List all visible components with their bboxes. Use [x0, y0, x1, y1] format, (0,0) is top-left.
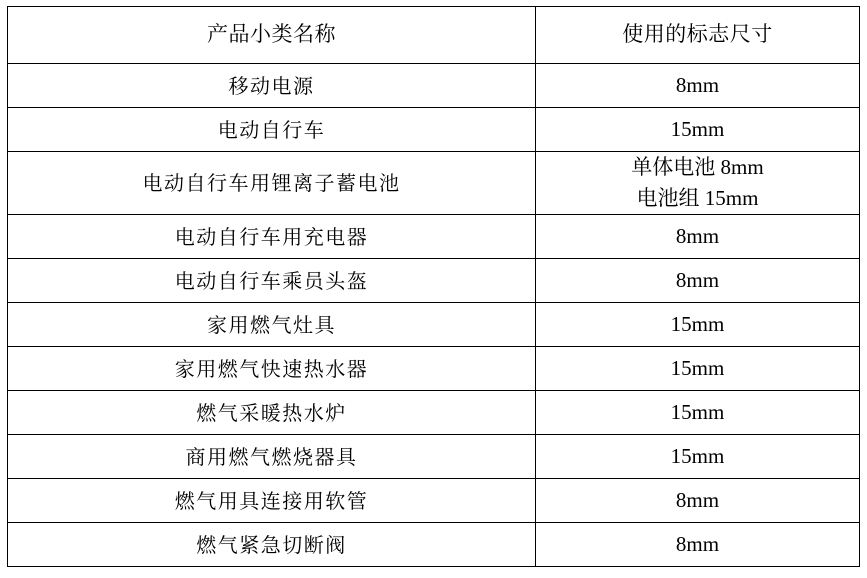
mark-size-line: 电池组 15mm: [636, 186, 759, 210]
header-row: [8, 7, 860, 64]
mark-size-cell: 15mm: [536, 303, 860, 347]
product-name-cell: 燃气采暖热水炉: [8, 391, 536, 435]
mark-size-cell: 15mm: [536, 435, 860, 479]
mark-size-cell: 8mm: [536, 259, 860, 303]
header-mark-size: 使用的标志尺寸: [536, 7, 860, 64]
mark-size-cell: 15mm: [536, 391, 860, 435]
mark-size-line: 单体电池 8mm: [631, 155, 764, 179]
product-name-cell: 电动自行车乘员头盔: [8, 259, 536, 303]
product-name-cell: 电动自行车用锂离子蓄电池: [8, 152, 536, 215]
table-row: [8, 64, 860, 108]
table-row: [8, 108, 860, 152]
product-name-cell: 家用燃气灶具: [8, 303, 536, 347]
mark-size-cell: 8mm: [536, 215, 860, 259]
mark-size-cell: 8mm: [536, 479, 860, 523]
product-name-cell: 商用燃气燃烧器具: [8, 435, 536, 479]
product-name-cell: 电动自行车: [8, 108, 536, 152]
mark-size-cell: [536, 152, 860, 215]
mark-size-cell: 8mm: [536, 523, 860, 567]
product-name-cell: 燃气紧急切断阀: [8, 523, 536, 567]
mark-size-cell: 8mm: [536, 64, 860, 108]
table-row: [8, 523, 860, 567]
header-product-subcategory: 产品小类名称: [8, 7, 536, 64]
product-name-cell: 移动电源: [8, 64, 536, 108]
table-row: [8, 259, 860, 303]
product-name-cell: 电动自行车用充电器: [8, 215, 536, 259]
product-name-cell: 家用燃气快速热水器: [8, 347, 536, 391]
table-row: [8, 215, 860, 259]
table-row: [8, 303, 860, 347]
table-row: [8, 347, 860, 391]
table-row: [8, 152, 860, 215]
mark-size-cell: 15mm: [536, 108, 860, 152]
product-name-cell: 燃气用具连接用软管: [8, 479, 536, 523]
table-row: [8, 479, 860, 523]
table-row: [8, 435, 860, 479]
table-row: [8, 391, 860, 435]
mark-size-table: [7, 6, 860, 567]
mark-size-cell: 15mm: [536, 347, 860, 391]
